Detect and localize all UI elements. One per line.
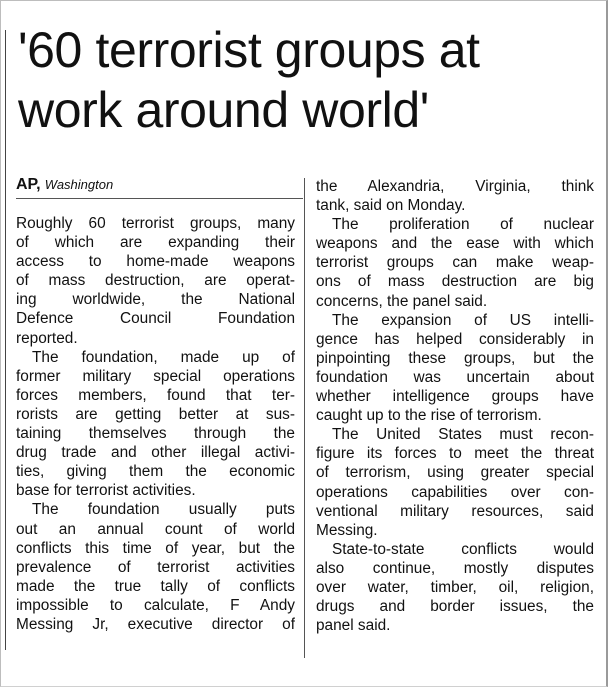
body-text-line: ons of mass destruction are big <box>316 273 594 291</box>
headline <box>18 20 603 140</box>
body-text-line: gence has helped considerably in <box>316 330 594 348</box>
body-text-line: out an annual count of world <box>16 520 295 538</box>
body-text-line: caught up to the rise of terrorism. <box>316 407 542 425</box>
body-text-line: of which are expanding their <box>16 234 295 252</box>
body-text-line: operations capabilities over con- <box>316 483 594 501</box>
column-divider <box>304 178 305 658</box>
body-text-line: The United States must recon- <box>332 426 594 444</box>
body-text-line: former military special operations <box>16 367 295 385</box>
body-text-line: The expansion of US intelli- <box>332 311 594 329</box>
body-text-line: conflicts this time of year, but the <box>16 539 295 557</box>
body-text-line: prevalence of terrorist activities <box>16 558 295 576</box>
body-text-line: of terrorism, using greater special <box>316 464 594 482</box>
headline-line-2: work around world' <box>18 82 429 138</box>
body-text-line: impossible to calculate, F Andy <box>16 596 295 614</box>
body-text-line: rorists are getting better at sus- <box>16 405 295 423</box>
headline-line-1: '60 terrorist groups at <box>18 22 480 78</box>
byline-agency: AP, <box>16 176 41 193</box>
body-text-line: ties, giving them the economic <box>16 463 295 481</box>
body-text-line: foundation was uncertain about <box>316 368 594 386</box>
article-column-1 <box>16 214 295 634</box>
body-text-line: The proliferation of nuclear <box>332 216 594 234</box>
body-text-line: panel said. <box>316 617 391 635</box>
body-text-line: weapons and the ease with which <box>316 235 594 253</box>
body-text-line: pinpointing these groups, but the <box>316 349 594 367</box>
byline-dateline: Washington <box>44 177 114 192</box>
body-text-line: Roughly 60 terrorist groups, many <box>16 215 295 232</box>
article-column-2 <box>316 177 594 635</box>
body-text-line: drugs and border issues, the <box>316 598 594 616</box>
body-text-line: Messing. <box>316 521 378 539</box>
byline <box>16 175 113 195</box>
body-text-line: ing worldwide, the National <box>16 291 295 309</box>
body-text-line: tank, said on Monday. <box>316 197 466 215</box>
body-text-line: whether intelligence groups have <box>316 388 594 406</box>
body-text-line: reported. <box>16 329 78 347</box>
byline-rule <box>16 198 303 199</box>
body-text-line: Defence Council Foundation <box>16 310 295 328</box>
body-text-line: State-to-state conflicts would <box>332 540 594 558</box>
body-text-line: access to home-made weapons <box>16 253 295 271</box>
body-text-line: drug trade and other illegal activi- <box>16 444 295 462</box>
body-text-line: ventional military resources, said <box>316 502 594 520</box>
body-text-line: concerns, the panel said. <box>316 292 488 310</box>
body-text-line: The foundation usually puts <box>32 501 295 519</box>
body-text-line: made the true tally of conflicts <box>16 577 295 595</box>
left-margin-rule <box>5 30 6 650</box>
body-text-line: The foundation, made up of <box>32 348 295 366</box>
body-text-line: Messing Jr, executive director of <box>16 615 295 633</box>
body-text-line: forces members, found that ter- <box>16 386 295 404</box>
body-text-line: terrorist groups can make weap- <box>316 254 594 272</box>
body-text-line: figure its forces to meet the threat <box>316 445 594 463</box>
body-text-line: taining themselves through the <box>16 425 295 443</box>
body-text-line: over water, timber, oil, religion, <box>316 578 594 596</box>
body-text-line: base for terrorist activities. <box>16 482 196 500</box>
body-text-line: the Alexandria, Virginia, think <box>316 178 594 195</box>
body-text-line: also continue, mostly disputes <box>316 559 594 577</box>
body-text-line: of mass destruction, are operat- <box>16 272 295 290</box>
